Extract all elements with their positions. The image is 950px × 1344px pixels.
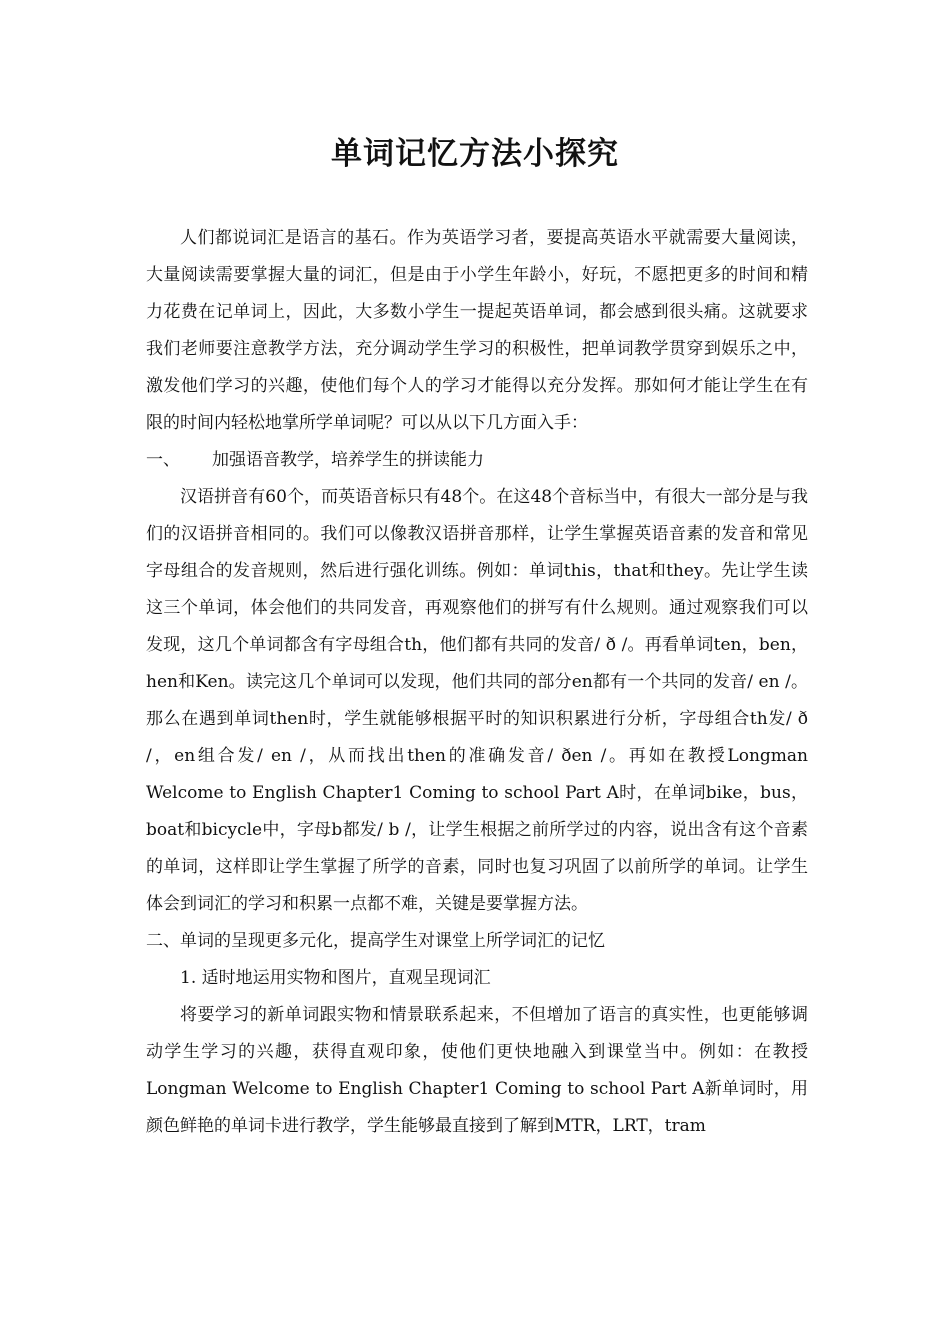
section-2-paragraph: 将要学习的新单词跟实物和情景联系起来，不但增加了语言的真实性，也更能够调动学生学习的兴趣，获得直观印象，使他们更快地融入到课堂当中。例如：在教授Longman Welcome to English Chapter1 Coming to school Part A新单词时，用颜色鲜艳的单词卡进行教学，学生能够最直接到了解到MTR，LRT，tram <box>146 1005 808 1136</box>
section-1-paragraph: 汉语拼音有60个，而英语音标只有48个。在这48个音标当中，有很大一部分是与我们的汉语拼音相同的。我们可以像教汉语拼音那样，让学生掌握英语音素的发音和常见字母组合的发音规则，然后进行强化训练。例如：单词this，that和they。先让学生读这三个单词，体会他们的共同发音，再观察他们的拼写有什么规则。通过观察我们可以发现，这几个单词都含有字母组合th，他们都有共同的发音/ ð /。再看单词ten，ben，hen和Ken。读完这几个单词可以发现，他们共同的部分en都有一个共同的发音/ en /。那么在遇到单词then时，学生就能够根据平时的知识积累进行分析，字母组合th发/ ð /，en组合发/ en /，从而找出then的准确发音/ ðen /。再如在教授Longman Welcome to English Chapter1 Coming to school Part A时，在单词bike，bus，boat和bicycle中，字母b都发/ b /，让学生根据之前所学过的内容，说出含有这个音素的单词，这样即让学生掌握了所学的音素，同时也复习巩固了以前所学的单词。让学生体会到词汇的学习和积累一点都不难，关键是要掌握方法。 <box>146 487 808 914</box>
document-title: 单词记忆方法小探究 <box>331 136 619 172</box>
document-body <box>146 220 808 1145</box>
section-2-heading: 二、单词的呈现更多元化，提高学生对课堂上所学词汇的记忆 <box>146 931 605 951</box>
section-1-title: 加强语音教学，培养学生的拼读能力 <box>212 450 484 470</box>
section-1-number: 一、 <box>146 450 180 470</box>
section-2-subheading: 1. 适时地运用实物和图片，直观呈现词汇 <box>180 968 491 988</box>
section-1-heading <box>146 442 808 479</box>
intro-paragraph: 人们都说词汇是语言的基石。作为英语学习者，要提高英语水平就需要大量阅读，大量阅读需要掌握大量的词汇，但是由于小学生年龄小，好玩，不愿把更多的时间和精力花费在记单词上，因此，大多数小学生一提起英语单词，都会感到很头痛。这就要求我们老师要注意教学方法，充分调动学生学习的积极性，把单词教学贯穿到娱乐之中，激发他们学习的兴趣，使他们每个人的学习才能得以充分发挥。那如何才能让学生在有限的时间内轻松地掌所学单词呢？可以从以下几方面入手： <box>146 228 808 433</box>
